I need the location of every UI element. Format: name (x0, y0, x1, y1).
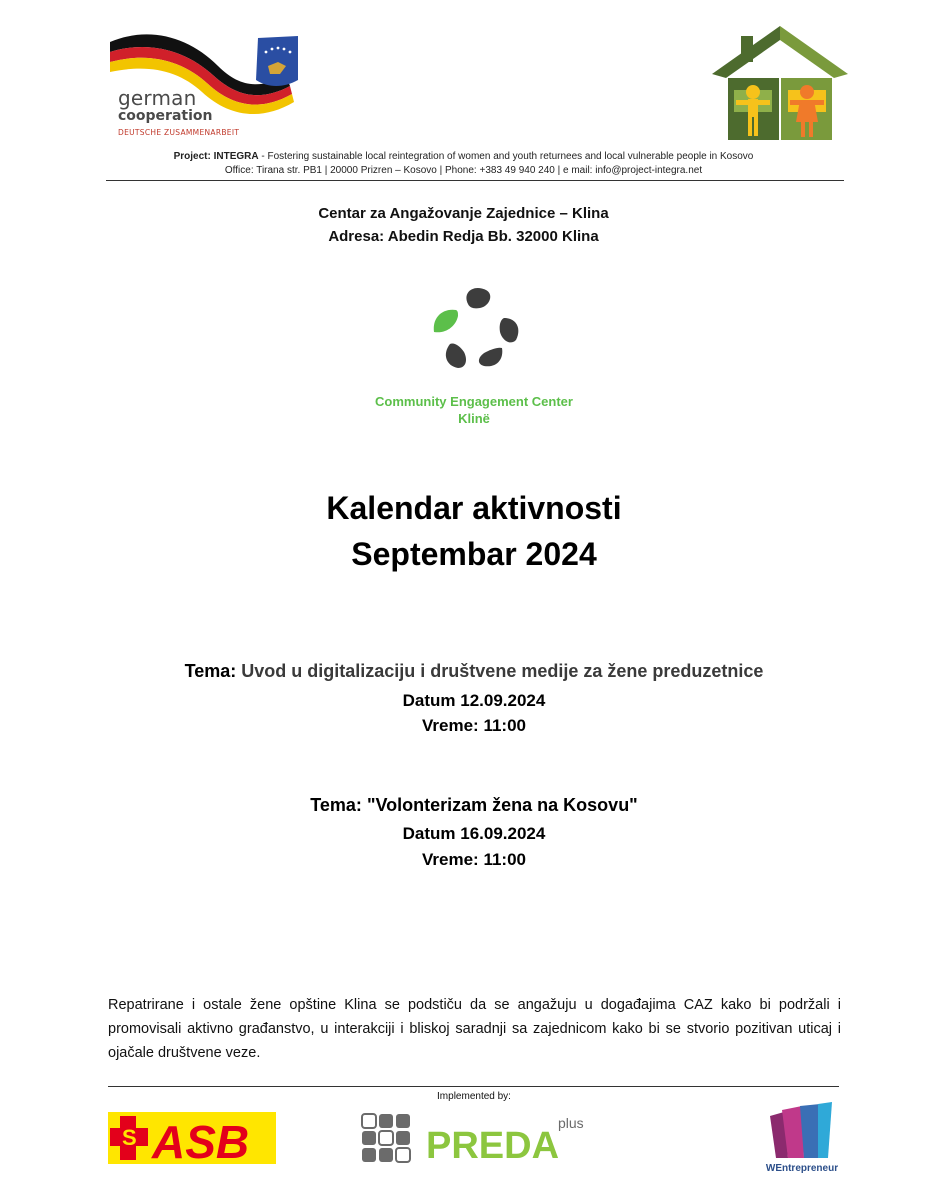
wentrepreneur-wordmark: WEntrepreneur (765, 1163, 839, 1174)
preda-plus-mark: plus (558, 1115, 584, 1131)
asb-cross-icon (108, 1112, 276, 1164)
event-topic-text: Uvod u digitalizaciju i društvene medije za žene preduzetnice (236, 661, 764, 681)
event-topic-label: Tema: (310, 795, 362, 815)
house-children-icon (712, 24, 848, 142)
cec-logo (428, 284, 524, 374)
event-topic-label: Tema: (184, 661, 237, 681)
german-cooperation-logo (108, 28, 303, 138)
cec-logo-city: Klinë (458, 411, 490, 426)
asb-wordmark: ASB (152, 1116, 250, 1164)
event-date: Datum 16.09.2024 (402, 824, 546, 843)
project-description: - Fostering sustainable local reintegration of women and youth returnees and local vulnerable people in Kosovo (258, 151, 754, 162)
svg-text:S: S (122, 1125, 137, 1150)
calendar-month: Septembar 2024 (351, 536, 597, 572)
event-time: Vreme: 11:00 (422, 850, 526, 869)
leaf-circle-icon (428, 284, 524, 374)
header-divider (106, 180, 844, 181)
project-label: Project: INTEGRA (173, 151, 259, 162)
wentrepreneur-w-icon (762, 1102, 842, 1162)
invitation-paragraph: Repatrirane i ostale žene opštine Klina se podstiču da se angažuju u događajima CAZ kako bi podržali i promovisali aktivno građanstvo, u interakciji i bliskoj saradnji sa zajednicom kako bi se stvorio pozitivan uticaj i ojačale društvene veze. (108, 997, 841, 1061)
preda-plus-logo (360, 1112, 590, 1168)
office-contact-line: Office: Tirana str. PB1 | 20000 Prizren – Kosovo | Phone: +383 49 940 240 | e mail: info@project-integra.net (224, 165, 703, 176)
cec-logo-name: Community Engagement Center (375, 394, 573, 409)
preda-wordmark: PREDA (426, 1125, 560, 1167)
implemented-by-label: Implemented by: (437, 1091, 511, 1102)
event-date: Datum 12.09.2024 (402, 691, 546, 710)
german-logo-word1: german (118, 86, 197, 110)
wentrepreneur-logo (762, 1102, 842, 1180)
calendar-title: Kalendar aktivnosti (326, 490, 622, 526)
asb-logo (108, 1112, 276, 1164)
event-topic (0, 661, 927, 682)
event-time: Vreme: 11:00 (422, 716, 526, 735)
center-address: Adresa: Abedin Redja Bb. 32000 Klina (328, 228, 599, 245)
center-name: Centar za Angažovanje Zajednice – Klina (318, 205, 609, 222)
german-logo-word3: DEUTSCHE ZUSAMMENARBEIT (118, 128, 240, 137)
project-line (0, 151, 927, 162)
preda-grid-icon (360, 1112, 590, 1168)
footer-divider (108, 1086, 839, 1087)
event-topic-text: "Volonterizam žena na Kosovu" (361, 795, 638, 815)
event-topic (0, 795, 927, 816)
german-logo-word2: cooperation (118, 108, 213, 124)
integra-house-logo (712, 24, 848, 142)
